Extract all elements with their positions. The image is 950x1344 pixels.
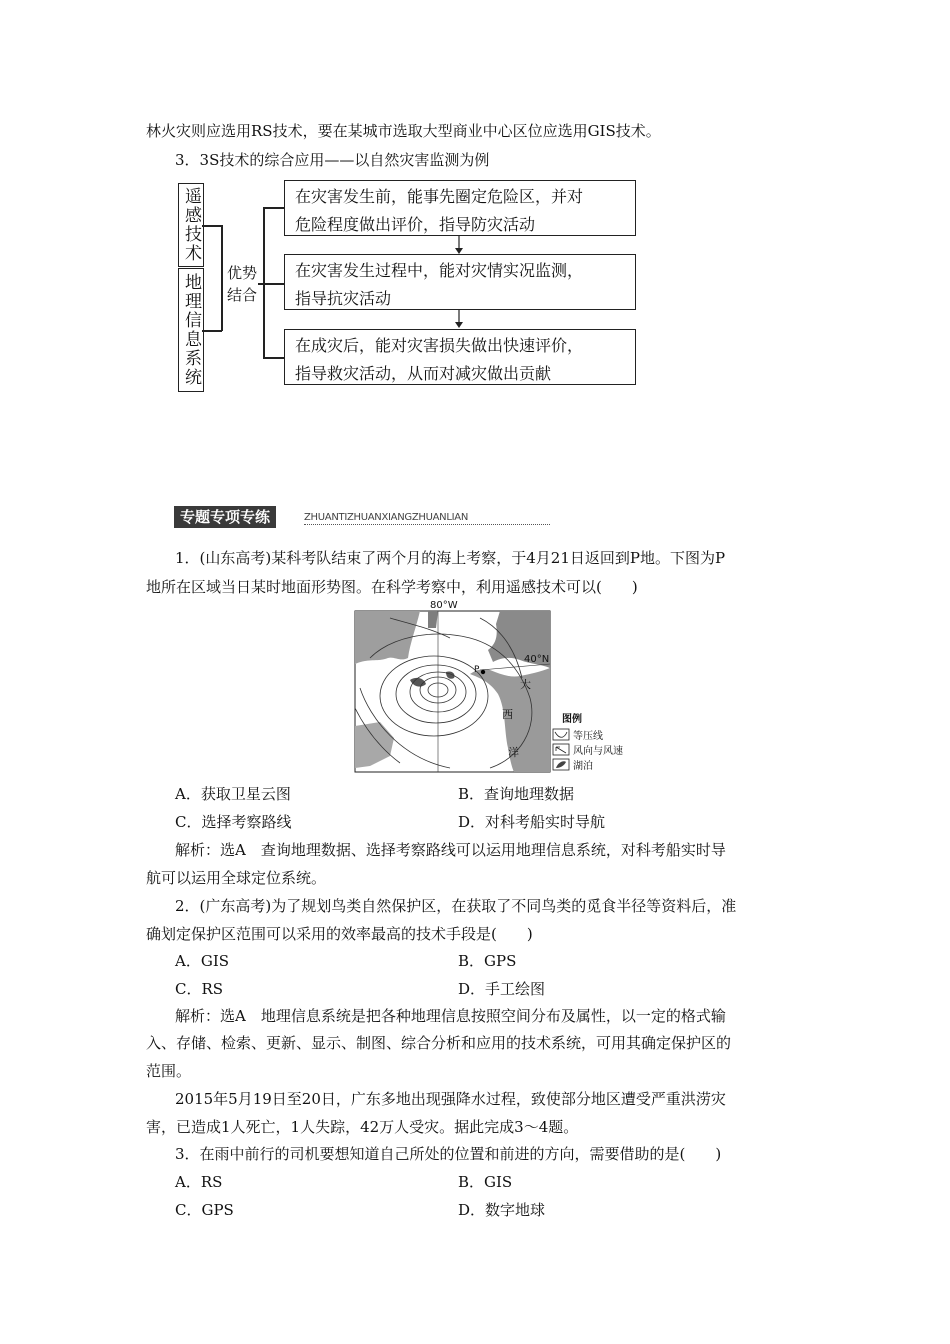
point-p-label: P xyxy=(474,665,480,675)
section-title: 专题专项专练 xyxy=(174,506,276,528)
q1-option-b: B．查询地理数据 xyxy=(458,785,575,803)
label-combination: 优势结合 xyxy=(226,264,257,304)
stage-text: 在灾害发生前，能事先圈定危险区，并对 xyxy=(295,187,584,206)
q2-answer: 解析：选A 地理信息系统是把各种地理信息按照空间分布及属性，以一定的格式输 xyxy=(175,1007,726,1025)
q2-stem: 确划定保护区范围可以采用的效率最高的技术手段是( ) xyxy=(146,925,533,943)
ocean-label: 大 xyxy=(520,678,531,691)
ocean-label: 洋 xyxy=(508,746,519,759)
q2-answer: 范围。 xyxy=(146,1062,192,1080)
weather-map xyxy=(350,598,650,776)
q3-option-b: B．GIS xyxy=(458,1173,513,1191)
point-p xyxy=(481,670,485,674)
q2-stem: 2．(广东高考)为了规划鸟类自然保护区，在获取了不同鸟类的觅食半径等资料后，准 xyxy=(175,897,737,915)
legend-title: 图例 xyxy=(562,714,582,725)
lat-label: 40°N xyxy=(524,654,550,665)
q1-option-d: D．对科考船实时导航 xyxy=(458,813,606,831)
stage-text: 在灾害发生过程中，能对灾情实况监测， xyxy=(295,261,584,280)
q3-option-c: C．GPS xyxy=(175,1201,234,1219)
connector xyxy=(263,357,284,359)
q1-stem: 1．(山东高考)某科考队结束了两个月的海上考察，于4月21日返回到P地。下图为P xyxy=(175,549,726,567)
legend-item: 等压线 xyxy=(573,731,603,742)
lon-label: 80°W xyxy=(430,600,458,611)
connector xyxy=(202,225,222,227)
q1-option-c: C．选择考察路线 xyxy=(175,813,292,831)
legend-item: 湖泊 xyxy=(573,761,593,772)
q3-option-d: D．数字地球 xyxy=(458,1201,546,1219)
connector xyxy=(263,283,284,285)
intro-text: 害，已造成1人死亡，1人失踪，42万人受灾。据此完成3～4题。 xyxy=(146,1118,579,1136)
connector xyxy=(263,207,284,209)
q2-option-d: D．手工绘图 xyxy=(458,980,546,998)
box-gis: 地理信息系统 xyxy=(178,268,204,392)
flow-arrows xyxy=(453,236,465,332)
wind-legend-icon xyxy=(553,744,569,755)
q2-option-c: C．RS xyxy=(175,980,224,998)
text-line: 林火灾则应选用RS技术，要在某城市选取大型商业中心区位应选用GIS技术。 xyxy=(146,122,661,140)
stage-text: 指导抗灾活动 xyxy=(295,289,392,308)
arrow-down-icon xyxy=(455,322,463,328)
heading-3s: 3．3S技术的综合应用——以自然灾害监测为例 xyxy=(175,151,490,169)
q1-stem: 地所在区域当日某时地面形势图。在科学考察中，利用遥感技术可以( ) xyxy=(146,578,638,596)
q3-stem: 3．在雨中前行的司机要想知道自己所处的位置和前进的方向，需要借助的是( ) xyxy=(175,1145,722,1163)
q2-option-b: B．GPS xyxy=(458,952,517,970)
stage-text: 指导救灾活动，从而对减灾做出贡献 xyxy=(295,364,552,383)
arrow-down-icon xyxy=(455,248,463,254)
isobar-legend-icon xyxy=(553,729,569,740)
stage-box-before xyxy=(284,180,636,236)
q2-answer: 入、存储、检索、更新、显示、制图、综合分析和应用的技术系统，可用其确定保护区的 xyxy=(146,1034,732,1052)
stage-text: 在成灾后，能对灾害损失做出快速评价， xyxy=(295,336,584,355)
connector xyxy=(202,330,222,332)
q1-answer: 解析：选A 查询地理数据、选择考察路线可以运用地理信息系统，对科考船实时导 xyxy=(175,841,726,859)
section-subtitle: ZHUANTIZHUANXIANGZHUANLIAN xyxy=(304,512,550,525)
q2-option-a: A．GIS xyxy=(175,952,230,970)
q1-option-a: A．获取卫星云图 xyxy=(175,785,291,803)
intro-text: 2015年5月19日至20日，广东多地出现强降水过程，致使部分地区遭受严重洪涝灾 xyxy=(175,1090,726,1108)
q1-answer: 航可以运用全球定位系统。 xyxy=(146,869,327,887)
legend-item: 风向与风速 xyxy=(573,746,623,757)
stage-text: 危险程度做出评价，指导防灾活动 xyxy=(295,215,536,234)
stage-box-after xyxy=(284,329,636,385)
q3-option-a: A．RS xyxy=(175,1173,223,1191)
ocean-label: 西 xyxy=(502,708,513,721)
box-rs: 遥感技术 xyxy=(178,183,204,267)
